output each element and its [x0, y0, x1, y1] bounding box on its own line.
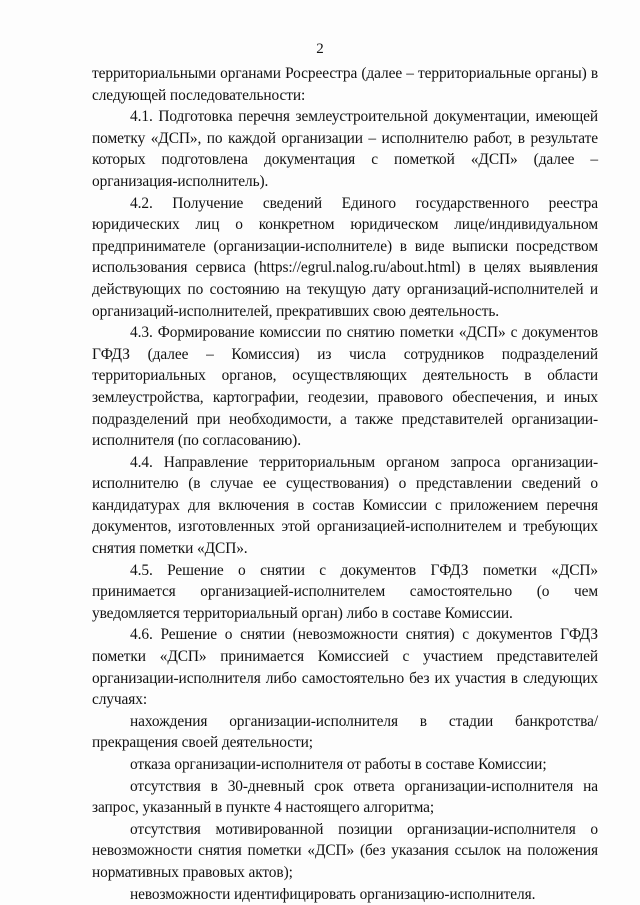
case-bankruptcy: нахождения организации-исполнителя в стадии банкротства/прекращения своей деятельности; [92, 712, 598, 752]
document-body [92, 63, 598, 905]
case-no-response: отсутствия в 30-дневный срок ответа организации-исполнителя на запрос, указанный в пункте 4 настоящего алгоритма; [92, 777, 598, 817]
paragraph-4-6: 4.6. Решение о снятии (невозможности снятия) с документов ГФДЗ пометки «ДСП» принимается Комиссией с участием представителей организации-исполнителя либо самостоятельно без их участия в следующих случаях: [92, 626, 598, 709]
case-unidentified: невозможности идентифицировать организацию-исполнителя. [130, 885, 536, 903]
paragraph-intro: территориальными органами Росреестра (далее – территориальные органы) в следующей последовательности: [92, 65, 598, 104]
page-number: 2 [316, 41, 324, 57]
paragraph-4-2: 4.2. Получение сведений Единого государственного реестра юридических лиц о конкретном юридическом лице/индивидуальном предпринимателе (организации-исполнителе) в виде выписки посредством использования сервиса (https://egrul.nalog.ru/about.html) в целях выявления действующих по состоянию на текущую дату организаций-исполнителей и организаций-исполнителей, прекративших свою деятельность. [92, 194, 598, 320]
paragraph-4-3: 4.3. Формирование комиссии по снятию пометки «ДСП» с документов ГФДЗ (далее – Комиссия) из числа сотрудников подразделений территориальных органов, осуществляющих деятельность в области землеустройства, картографии, геодезии, правового обеспечения, и иных подразделений при необходимости, а также представителей организации-исполнителя (по согласованию). [92, 324, 598, 450]
paragraph-4-4: 4.4. Направление территориальным органом запроса организации-исполнителю (в случае ее существования) о представлении сведений о кандидатурах для включения в состав Комиссии с приложением перечня документов, изготовленных этой организацией-исполнителем и требующих снятия пометки «ДСП». [92, 453, 598, 558]
paragraph-4-1: 4.1. Подготовка перечня землеустроительной документации, имеющей пометку «ДСП», по каждой организации – исполнителю работ, в результате которых подготовлена документация с пометкой «ДСП» (далее – организация-исполнитель). [92, 108, 598, 190]
paragraph-4-5: 4.5. Решение о снятии с документов ГФДЗ пометки «ДСП» принимается организацией-исполнителем самостоятельно (о чем уведомляется территориальный орган) либо в составе Комиссии. [92, 561, 598, 622]
case-no-position: отсутствия мотивированной позиции организации-исполнителя о невозможности снятия пометки «ДСП» (без указания ссылок на положения нормативных правовых актов); [92, 820, 598, 881]
case-refusal: отказа организации-исполнителя от работы в составе Комиссии; [130, 756, 547, 773]
